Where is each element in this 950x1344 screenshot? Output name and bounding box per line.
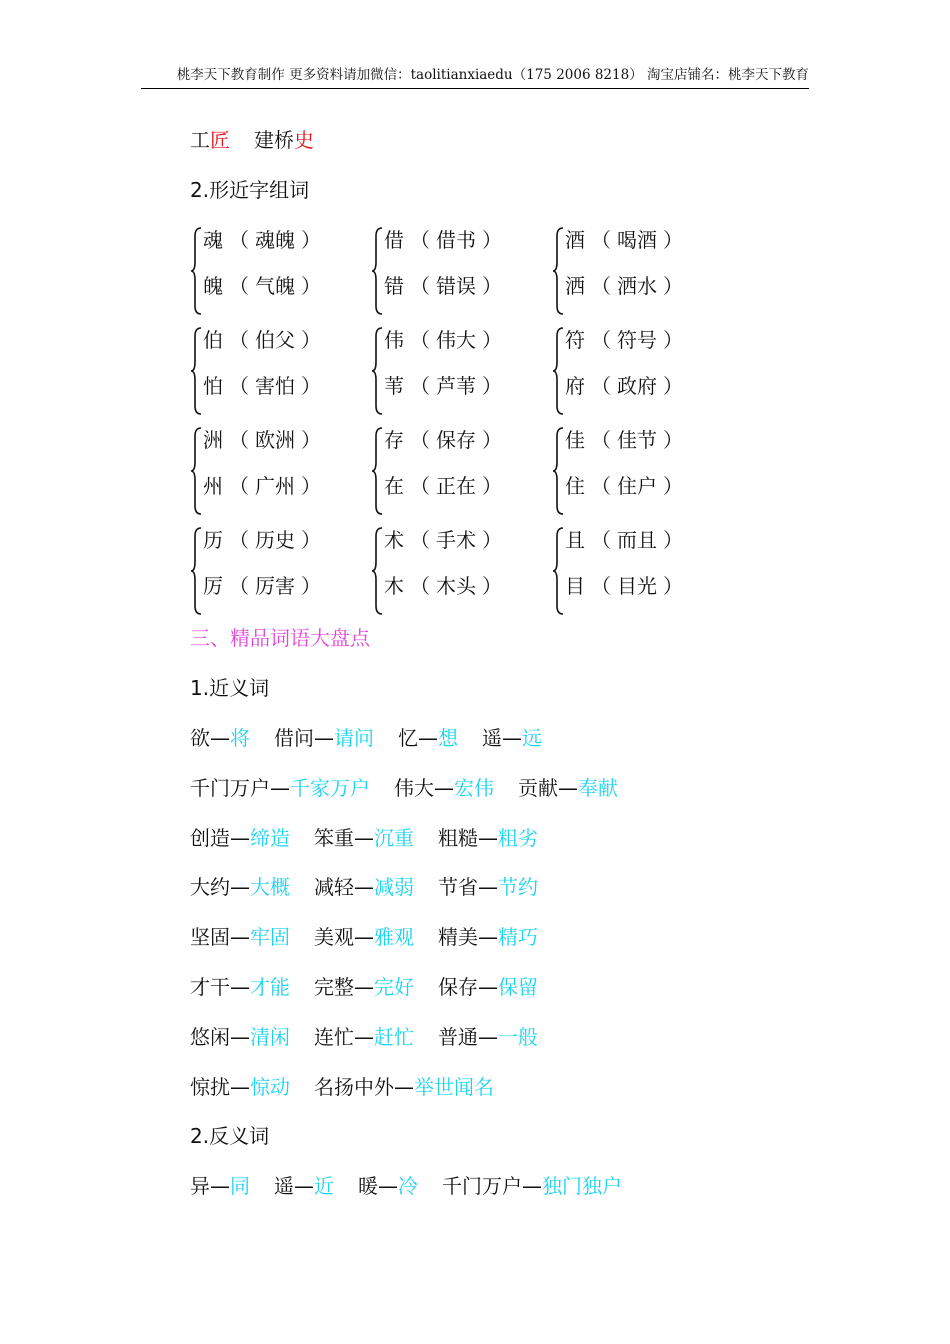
paren-close: ） [301,474,321,498]
compound-word: 芦苇 [436,374,476,398]
compound-word: 符号 [617,328,657,352]
answer-word: 同 [230,1174,250,1198]
word: 忆 [398,726,418,750]
answer-word: 一般 [498,1024,538,1049]
word: 异 [190,1174,210,1198]
paren-close: ） [301,374,321,398]
synonym-row [190,823,538,853]
answer-word: 缔造 [250,825,290,850]
word-part: 工 [190,128,210,152]
char-word-row [384,426,508,454]
word: 借问 [274,726,314,750]
char: 佳 [565,428,585,452]
word-highlight: 匠 [210,128,230,152]
paren-open: （ [591,274,611,298]
answer-word: 清闲 [250,1024,290,1049]
paren-close: ） [663,228,683,252]
compound-word: 伯父 [255,328,295,352]
dash: — [394,1074,414,1099]
synonym-row [190,922,538,952]
paren-close: ） [663,328,683,352]
paren-open: （ [229,374,249,398]
paren-open: （ [591,474,611,498]
paren-close: ） [482,474,502,498]
paren-open: （ [591,328,611,352]
brace-icon [190,226,203,316]
paren-open: （ [229,274,249,298]
paren-close: ） [663,474,683,498]
dash: — [434,775,454,800]
paren-open: （ [410,428,430,452]
paren-close: ） [663,528,683,552]
paren-close: ） [482,228,502,252]
synonym-row [190,773,618,803]
paren-close: ） [663,574,683,598]
compound-word: 气魄 [255,274,295,298]
dash: — [270,775,290,800]
paren-open: （ [410,228,430,252]
dash: — [478,875,498,900]
char-word-row [565,326,689,354]
top-line [190,125,314,155]
char-group [190,326,350,416]
brace-icon [190,426,203,516]
answer-word: 减弱 [374,875,414,900]
char: 目 [565,574,585,598]
brace-icon [371,526,384,616]
paren-close: ） [301,328,321,352]
paren-close: ） [301,274,321,298]
compound-word: 伟大 [436,328,476,352]
answer-word: 远 [522,726,542,750]
answer-word: 节约 [498,875,538,900]
char: 厉 [203,574,223,598]
char-word-row [384,526,508,554]
char: 符 [565,328,585,352]
compound-word: 手术 [436,528,476,552]
answer-word: 举世闻名 [414,1074,494,1099]
char-word-row [384,572,508,600]
char-word-row [203,272,327,300]
word-part: 建桥 [254,128,294,152]
paren-open: （ [229,574,249,598]
char-word-row [203,572,327,600]
char-word-row [203,472,327,500]
answer-word: 千家万户 [290,775,370,800]
dash: — [478,1024,498,1049]
paren-open: （ [591,574,611,598]
char-word-row [565,226,689,254]
char: 伟 [384,328,404,352]
char-word-row [565,472,689,500]
word: 伟大 [394,775,434,800]
char: 怕 [203,374,223,398]
compound-word: 广州 [255,474,295,498]
compound-word: 正在 [436,474,476,498]
answer-word: 精巧 [498,925,538,950]
char-group [371,326,531,416]
synonym-row [190,1022,538,1052]
char: 存 [384,428,404,452]
paren-close: ） [301,528,321,552]
answer-word: 冷 [398,1174,418,1198]
paren-close: ） [301,428,321,452]
answer-word: 保留 [498,975,538,999]
section-title-antonyms: 2.反义词 [190,1124,270,1148]
answer-word: 近 [314,1174,334,1198]
char: 术 [384,528,404,552]
char-word-row [565,426,689,454]
paren-open: （ [410,528,430,552]
char-word-row [384,472,508,500]
dash: — [354,875,374,900]
char: 魄 [203,274,223,298]
word: 贡献 [518,775,558,800]
dash: — [230,1074,250,1099]
paren-open: （ [229,328,249,352]
answer-word: 沉重 [374,825,414,850]
compound-word: 害怕 [255,374,295,398]
paren-close: ） [301,228,321,252]
char-word-row [565,372,689,400]
paren-open: （ [591,528,611,552]
char-group [190,226,350,316]
answer-word: 大概 [250,875,290,900]
word: 精美 [438,925,478,950]
dash: — [210,1174,230,1198]
paren-close: ） [663,374,683,398]
dash: — [294,1174,314,1198]
compound-word: 欧洲 [255,428,295,452]
char-group [371,426,531,516]
char: 洲 [203,428,223,452]
paren-close: ） [482,274,502,298]
paren-open: （ [591,428,611,452]
paren-open: （ [229,228,249,252]
char: 洒 [565,274,585,298]
brace-icon [371,326,384,416]
char-word-row [384,326,508,354]
paren-close: ） [301,574,321,598]
compound-word: 洒水 [617,274,657,298]
char: 府 [565,374,585,398]
dash: — [502,726,522,750]
synonym-row [190,723,542,753]
char-group [190,426,350,516]
compound-word: 佳节 [617,428,657,452]
section-title-similar-chars: 2.形近字组词 [190,178,310,202]
paren-close: ） [482,574,502,598]
dash: — [354,975,374,999]
word: 连忙 [314,1024,354,1049]
answer-word: 牢固 [250,925,290,950]
char: 苇 [384,374,404,398]
char: 伯 [203,328,223,352]
word: 完整 [314,975,354,999]
char-word-row [384,372,508,400]
char: 州 [203,474,223,498]
brace-icon [371,226,384,316]
word: 大约 [190,875,230,900]
answer-word: 完好 [374,975,414,999]
word: 坚固 [190,925,230,950]
paren-close: ） [663,428,683,452]
word: 千门万户 [442,1174,522,1198]
answer-word: 独门独户 [542,1174,622,1198]
char: 在 [384,474,404,498]
word: 节省 [438,875,478,900]
compound-word: 错误 [436,274,476,298]
word: 粗糙 [438,825,478,850]
synonym-row [190,1072,494,1102]
dash: — [522,1174,542,1198]
brace-icon [552,226,565,316]
dash: — [558,775,578,800]
word: 普通 [438,1024,478,1049]
word: 悠闲 [190,1024,230,1049]
char-group [371,226,531,316]
answer-word: 惊动 [250,1074,290,1099]
brace-icon [552,426,565,516]
char-word-row [203,326,327,354]
char-word-row [565,272,689,300]
paren-close: ） [482,428,502,452]
dash: — [418,726,438,750]
paren-open: （ [229,474,249,498]
dash: — [478,925,498,950]
char-word-row [203,372,327,400]
answer-word: 雅观 [374,925,414,950]
paren-close: ） [482,528,502,552]
paren-open: （ [229,428,249,452]
antonym-row [190,1171,622,1201]
char-word-row [203,526,327,554]
char: 历 [203,528,223,552]
brace-icon [371,426,384,516]
char-word-row [203,226,327,254]
brace-icon [552,526,565,616]
char-word-row [203,426,327,454]
paren-close: ） [663,274,683,298]
word: 名扬中外 [314,1074,394,1099]
compound-word: 政府 [617,374,657,398]
compound-word: 木头 [436,574,476,598]
char-group [190,526,350,616]
char-group [371,526,531,616]
dash: — [354,1024,374,1049]
char-word-row [565,526,689,554]
compound-word: 厉害 [255,574,295,598]
brace-icon [190,326,203,416]
dash: — [378,1174,398,1198]
compound-word: 喝酒 [617,228,657,252]
answer-word: 奉献 [578,775,618,800]
answer-word: 赶忙 [374,1024,414,1049]
dash: — [230,1024,250,1049]
paren-close: ） [482,328,502,352]
word: 减轻 [314,875,354,900]
paren-open: （ [591,374,611,398]
dash: — [230,825,250,850]
word: 千门万户 [190,775,270,800]
paren-open: （ [410,374,430,398]
compound-word: 住户 [617,474,657,498]
char-word-row [384,226,508,254]
answer-word: 想 [438,726,458,750]
paren-open: （ [591,228,611,252]
compound-word: 目光 [617,574,657,598]
paren-open: （ [410,328,430,352]
char: 借 [384,228,404,252]
dash: — [478,825,498,850]
paren-open: （ [229,528,249,552]
char: 木 [384,574,404,598]
char: 错 [384,274,404,298]
section-title-vocab: 三、精品词语大盘点 [190,626,370,650]
synonym-row [190,872,538,902]
dash: — [230,925,250,950]
answer-word: 才能 [250,975,290,999]
word: 遥 [482,726,502,750]
word: 笨重 [314,825,354,850]
answer-word: 粗劣 [498,825,538,850]
word: 欲 [190,726,210,750]
dash: — [354,925,374,950]
char-group [552,426,712,516]
char-group [552,226,712,316]
synonym-row [190,972,538,1002]
char: 魂 [203,228,223,252]
dash: — [354,825,374,850]
dash: — [210,726,230,750]
word: 暖 [358,1174,378,1198]
dash: — [230,975,250,999]
paren-open: （ [410,474,430,498]
answer-word: 宏伟 [454,775,494,800]
dash: — [314,726,334,750]
char-group [552,526,712,616]
compound-word: 借书 [436,228,476,252]
char: 且 [565,528,585,552]
section-title-synonyms: 1.近义词 [190,676,270,700]
paren-close: ） [482,374,502,398]
brace-icon [552,326,565,416]
compound-word: 保存 [436,428,476,452]
word: 才干 [190,975,230,999]
word: 创造 [190,825,230,850]
answer-word: 将 [230,726,250,750]
compound-word: 而且 [617,528,657,552]
dash: — [230,875,250,900]
word: 惊扰 [190,1074,230,1099]
char-group [552,326,712,416]
char: 酒 [565,228,585,252]
paren-open: （ [410,574,430,598]
paren-open: （ [410,274,430,298]
word: 遥 [274,1174,294,1198]
char: 住 [565,474,585,498]
page-header: 桃李天下教育制作 更多资料请加微信：taolitianxiaedu（175 2006 8218） 淘宝店铺名：桃李天下教育 [141,64,809,89]
char-word-row [384,272,508,300]
char-word-row [565,572,689,600]
compound-word: 历史 [255,528,295,552]
word-highlight: 史 [294,128,314,152]
answer-word: 请问 [334,726,374,750]
brace-icon [190,526,203,616]
word: 保存 [438,975,478,999]
word: 美观 [314,925,354,950]
compound-word: 魂魄 [255,228,295,252]
dash: — [478,975,498,999]
